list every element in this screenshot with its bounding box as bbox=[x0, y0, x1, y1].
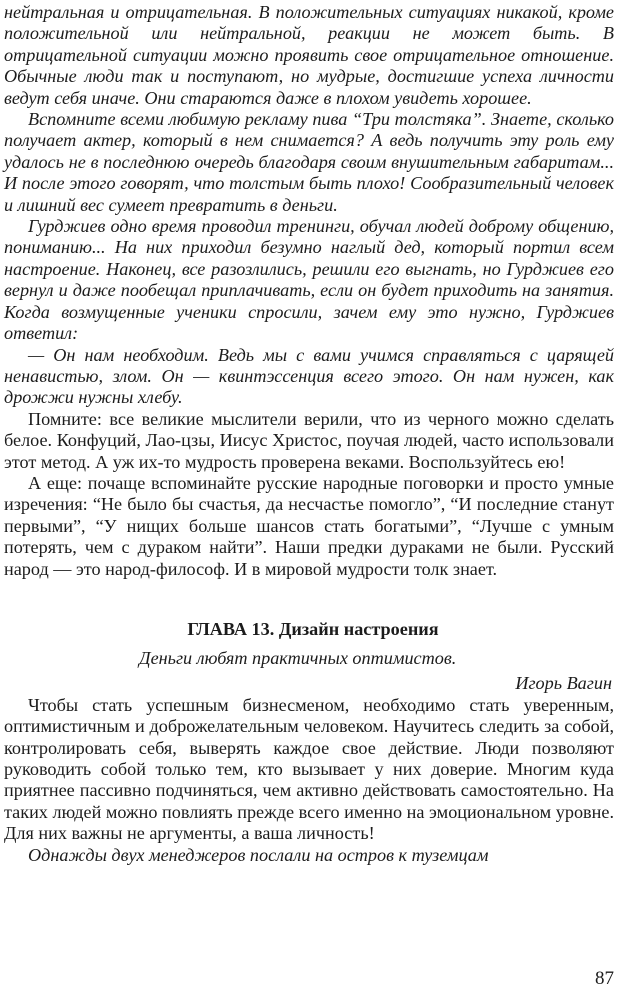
paragraph-gurdjieff: Гурджиев одно время проводил тренинги, обучал людей доброму общению, пониманию... На них приходил безумно наглый дед, который портил всем настроение. Наконец, все разозлились, решили его выгнать, но Гурджиев его вернул и даже пообещал приплачивать, если он будет приходить на занятия. Когда возмущенные ученики спросили, зачем ему это нужно, Гурджиев ответил: bbox=[4, 216, 614, 344]
paragraph-positive-situations: нейтральная и отрицательная. В положительных ситуациях никакой, кроме положительной или нейтральной, реакции не может быть. В отрицательной ситуации можно проявить свое отрицательное отношение. Обычные люди так и поступают, но мудрые, достигшие успеха личности ведут себя иначе. Они стараются даже в плохом увидеть хорошее. bbox=[4, 2, 614, 108]
epigraph-author: Игорь Вагин bbox=[515, 673, 612, 694]
epigraph: Деньги любят практичных оптимистов. bbox=[139, 647, 457, 668]
chapter-title: ГЛАВА 13. Дизайн настроения bbox=[187, 618, 439, 639]
page-number: 87 bbox=[595, 968, 614, 989]
paragraph-proverbs: А еще: почаще вспоминайте русские народные поговорки и просто умные изречения: “Не было бы счастья, да несчастье помогло”, “И последние станут первыми”, “У нищих больше шансов стать богатыми”, “Лучше с умным потерять, чем с дураком найти”. Наши предки дураками не были. Русский народ — это народ-философ. И в мировой мудрости толк знает. bbox=[4, 472, 614, 579]
paragraph-successful-businessman: Чтобы стать успешным бизнесменом, необходимо стать уверенным, оптимистичным и доброжелательным человеком. Научитесь следить за собой, контролировать себя, выверять каждое свое действие. Люди позволяют руководить собой только тем, кто вызывает у них доверие. Многим куда приятнее пассивно подчиняться, чем активно действовать самостоятельно. На таких людей можно повлиять прежде всего именно на эмоциональном уровне. Для них важны не аргументы, а ваша личность! bbox=[4, 694, 614, 844]
section-spacer bbox=[4, 580, 614, 618]
paragraph-beer-ad: Вспомните всеми любимую рекламу пива “Три толстяка”. Знаете, сколько получает актер, который в нем снимается? А ведь получить эту роль ему удалось не в последнюю очередь благодаря своим внушительным габаритам... И после этого говорят, что толстым быть плохо! Сообразительный человек и лишний вес сумеет превратить в деньги. bbox=[4, 109, 614, 215]
book-page bbox=[4, 2, 614, 866]
paragraph-great-thinkers: Помните: все великие мыслители верили, что из черного можно сделать белое. Конфуций, Лао-цзы, Иисус Христос, поучая людей, часто использовали этот метод. А уж их-то мудрость проверена веками. Воспользуйтесь ею! bbox=[4, 408, 614, 472]
paragraph-two-managers: Однажды двух менеджеров послали на остров к туземцам bbox=[28, 844, 489, 865]
paragraph-gurdjieff-quote: — Он нам необходим. Ведь мы с вами учимся справляться с царящей ненавистью, злом. Он — квинтэссенция всего этого. Он нам нужен, как дрожжи нужны хлебу. bbox=[4, 344, 614, 408]
